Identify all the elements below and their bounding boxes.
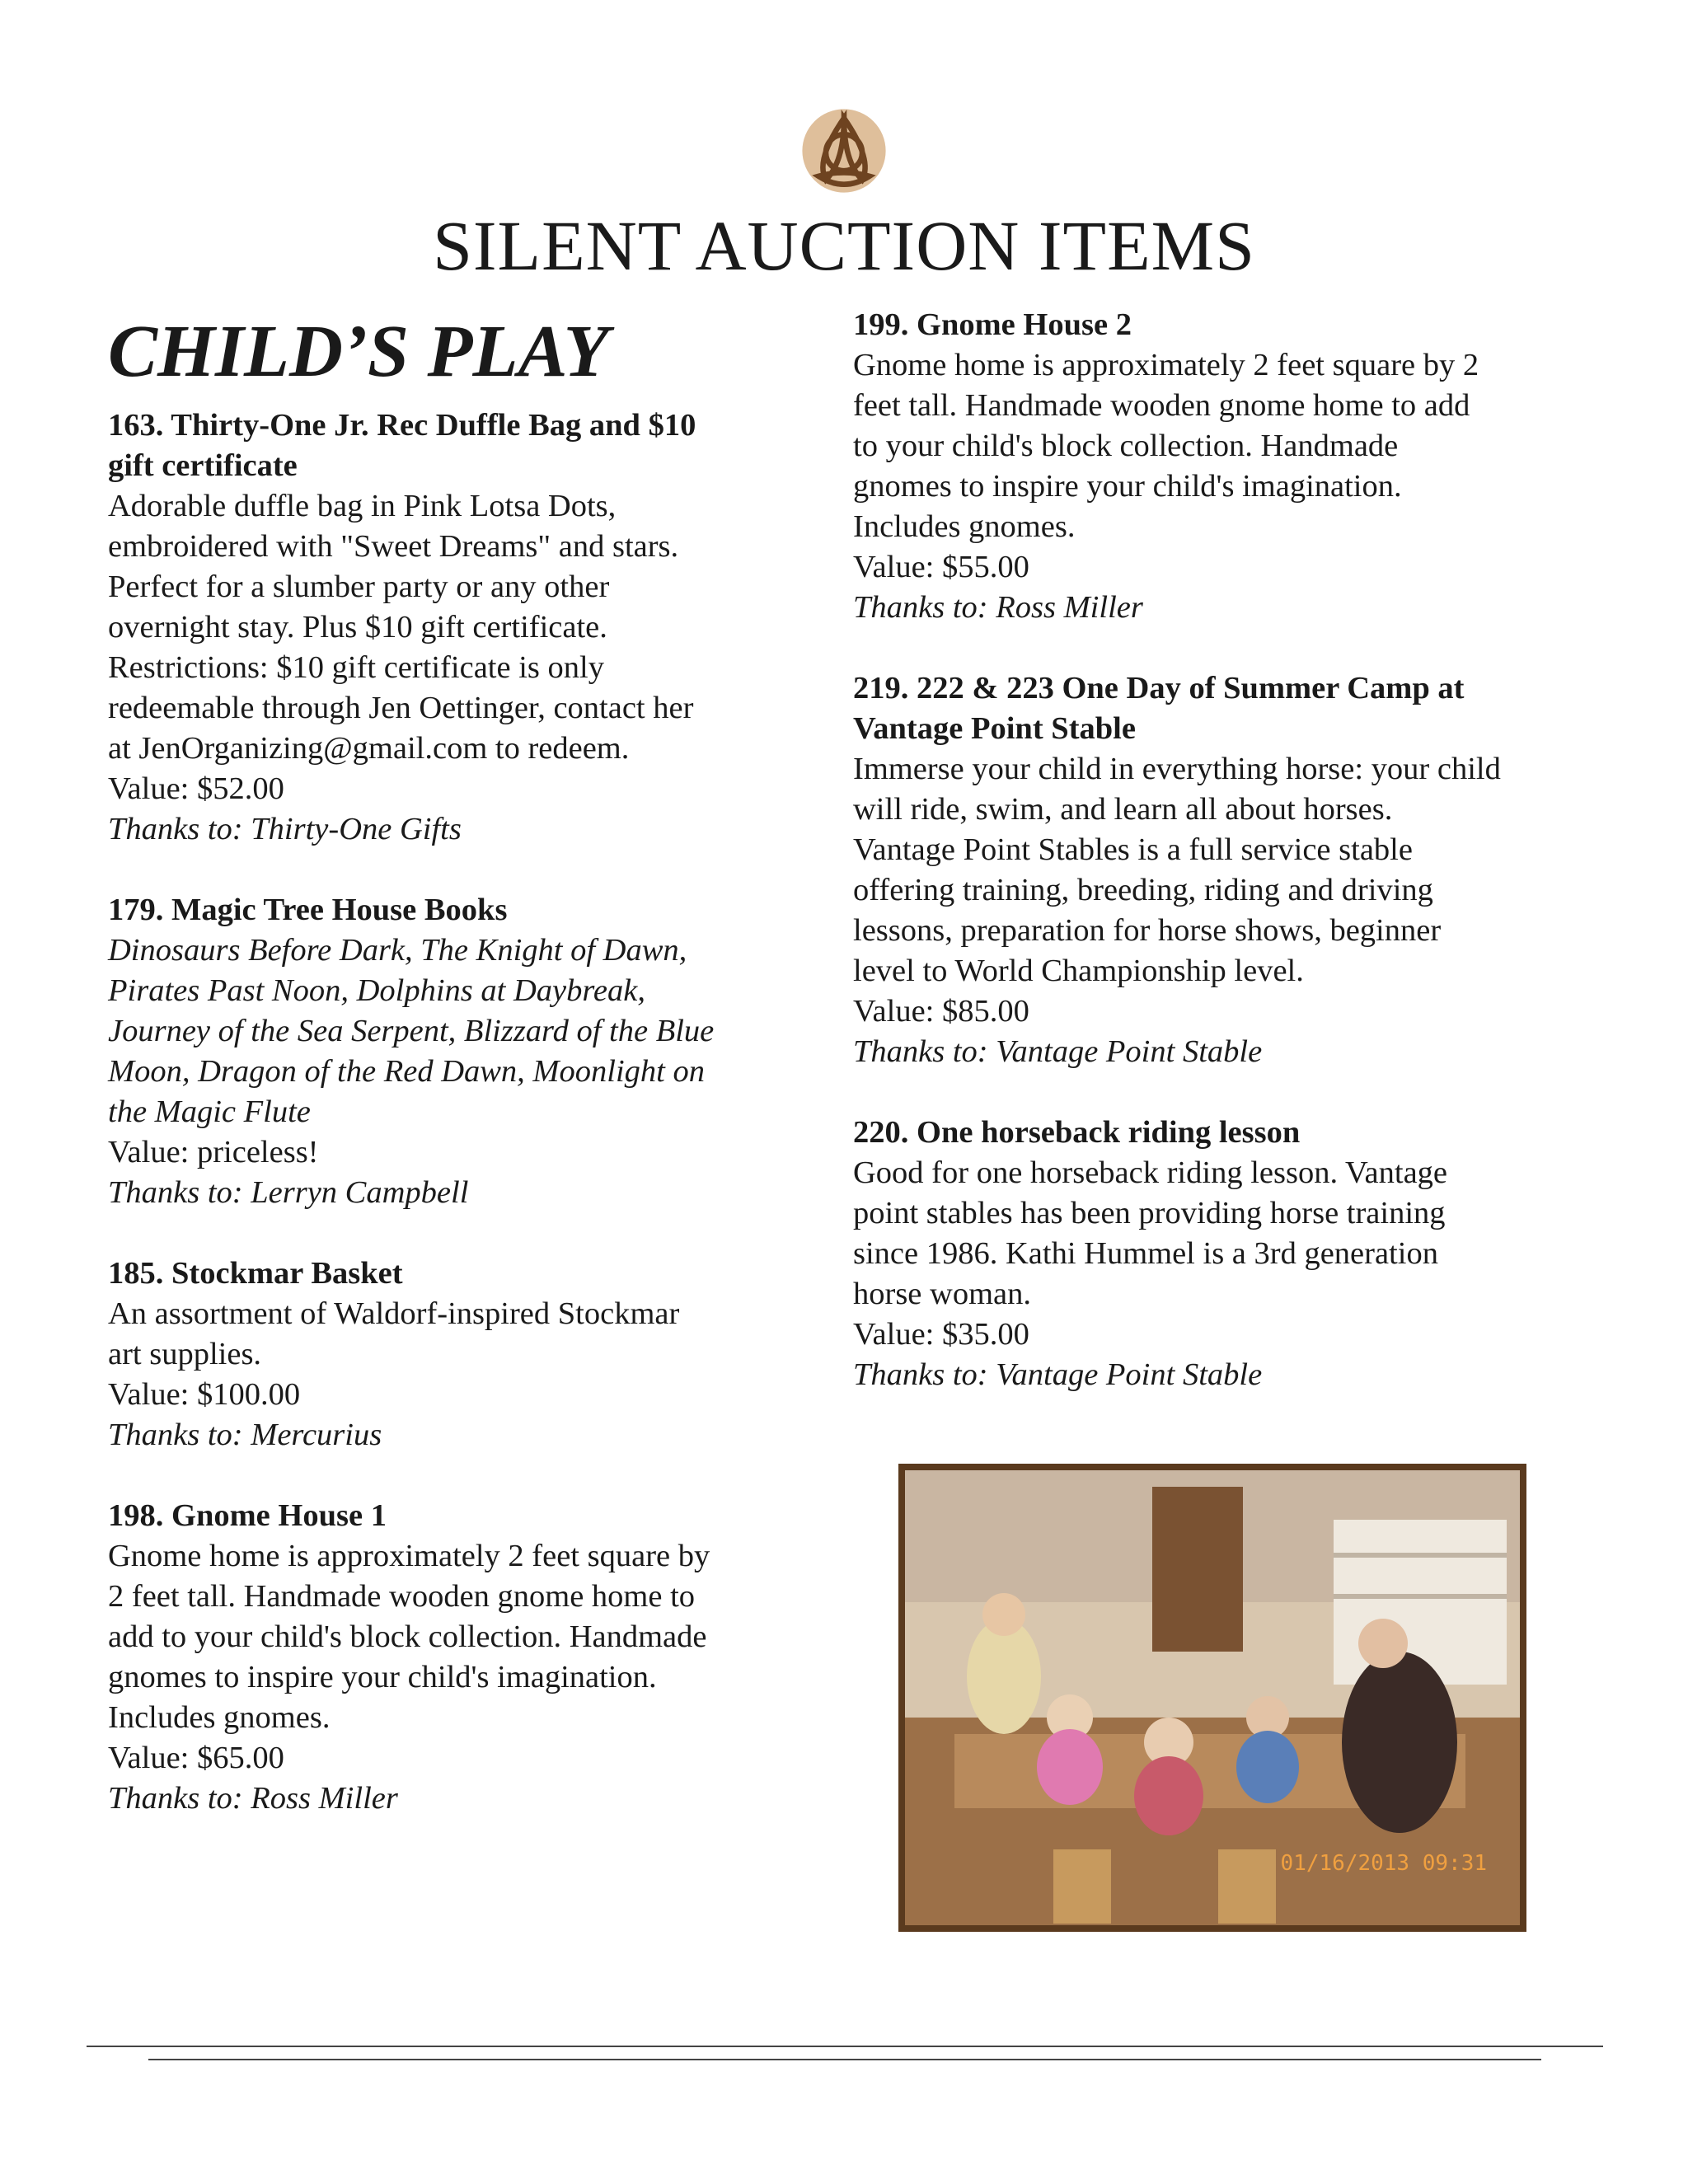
item-description: Immerse your child in everything horse: your child (853, 752, 1501, 786)
section-heading: CHILD’S PLAY (108, 311, 609, 392)
auction-item (108, 890, 792, 1213)
item-title: 163. Thirty-One Jr. Rec Duffle Bag and $10 (108, 408, 696, 443)
auction-item (108, 1254, 792, 1455)
item-description: feet tall. Handmade wooden gnome home to add (853, 388, 1470, 423)
item-description: Restrictions: $10 gift certificate is only (108, 650, 604, 685)
item-description: gnomes to inspire your child's imagination. (853, 469, 1402, 504)
auction-item (853, 668, 1595, 1072)
item-title: 219. 222 & 223 One Day of Summer Camp at (853, 671, 1465, 705)
right-item-list (853, 305, 1595, 1395)
item-description: to your child's block collection. Handmade (853, 429, 1399, 463)
left-column (108, 305, 792, 1859)
item-title: 179. Magic Tree House Books (108, 893, 508, 927)
trinity-knot-icon (799, 105, 889, 196)
item-description: Gnome home is approximately 2 feet square by (108, 1539, 710, 1573)
item-description: since 1986. Kathi Hummel is a 3rd generation (853, 1236, 1438, 1271)
footer-rule-top (87, 2046, 1603, 2047)
item-title: gift certificate (108, 448, 298, 483)
item-description: art supplies. (108, 1337, 262, 1371)
item-title: 199. Gnome House 2 (853, 307, 1132, 342)
photo-timestamp: 01/16/2013 09:31 (1280, 1851, 1487, 1876)
item-description: add to your child's block collection. Handmade (108, 1619, 707, 1654)
item-thanks: Thanks to: Vantage Point Stable (853, 1034, 1263, 1069)
item-description: Vantage Point Stables is a full service stable (853, 832, 1413, 867)
item-description: Perfect for a slumber party or any other (108, 569, 610, 604)
item-description: Gnome home is approximately 2 feet square by 2 (853, 348, 1479, 382)
item-description: will ride, swim, and learn all about horses. (853, 792, 1393, 827)
item-description: Good for one horseback riding lesson. Vantage (853, 1155, 1447, 1190)
left-item-list (108, 405, 792, 1819)
item-value: Value: $100.00 (108, 1377, 301, 1412)
item-thanks: Thanks to: Ross Miller (853, 590, 1143, 625)
item-description: level to World Championship level. (853, 954, 1304, 988)
item-description: An assortment of Waldorf-inspired Stockmar (108, 1296, 680, 1331)
item-thanks: Thanks to: Mercurius (108, 1418, 382, 1452)
item-description: Includes gnomes. (108, 1700, 331, 1735)
item-description: 2 feet tall. Handmade wooden gnome home to (108, 1579, 696, 1614)
item-value: Value: $65.00 (108, 1741, 284, 1775)
item-description: redeemable through Jen Oettinger, contact her (108, 691, 694, 725)
item-description: Journey of the Sea Serpent, Blizzard of the Blue (108, 1014, 715, 1048)
item-description: horse woman. (853, 1277, 1031, 1311)
auction-item (853, 1113, 1595, 1395)
item-thanks: Thanks to: Thirty-One Gifts (108, 812, 462, 846)
item-description: Pirates Past Noon, Dolphins at Daybreak, (108, 973, 645, 1008)
item-title: 198. Gnome House 1 (108, 1498, 387, 1533)
auction-item (108, 1496, 792, 1819)
item-description: Includes gnomes. (853, 509, 1076, 544)
item-value: Value: $35.00 (853, 1317, 1029, 1352)
right-column (853, 305, 1595, 1436)
auction-item (853, 305, 1595, 628)
item-description: at JenOrganizing@gmail.com to redeem. (108, 731, 630, 766)
item-value: Value: $52.00 (108, 771, 284, 806)
page-title: SILENT AUCTION ITEMS (433, 206, 1255, 285)
item-description: lessons, preparation for horse shows, beginner (853, 913, 1442, 948)
item-description: point stables has been providing horse training (853, 1196, 1446, 1230)
item-description: embroidered with "Sweet Dreams" and stars. (108, 529, 679, 564)
item-title: 220. One horseback riding lesson (853, 1115, 1301, 1150)
item-title: 185. Stockmar Basket (108, 1256, 403, 1291)
item-thanks: Thanks to: Vantage Point Stable (853, 1357, 1263, 1392)
item-value: Value: priceless! (108, 1135, 319, 1169)
item-description: overnight stay. Plus $10 gift certificate. (108, 610, 607, 644)
item-thanks: Thanks to: Lerryn Campbell (108, 1175, 469, 1210)
item-description: Dinosaurs Before Dark, The Knight of Dawn, (108, 933, 687, 968)
classroom-photo (898, 1464, 1526, 1932)
item-value: Value: $55.00 (853, 550, 1029, 584)
item-description: the Magic Flute (108, 1094, 311, 1129)
auction-item (108, 405, 792, 850)
footer-rule-bottom (148, 2059, 1541, 2060)
item-description: offering training, breeding, riding and driving (853, 873, 1433, 907)
item-value: Value: $85.00 (853, 994, 1029, 1029)
item-description: gnomes to inspire your child's imagination. (108, 1660, 657, 1694)
item-title: Vantage Point Stable (853, 711, 1136, 746)
item-description: Adorable duffle bag in Pink Lotsa Dots, (108, 489, 617, 523)
item-description: Moon, Dragon of the Red Dawn, Moonlight on (108, 1054, 705, 1089)
item-thanks: Thanks to: Ross Miller (108, 1781, 398, 1816)
